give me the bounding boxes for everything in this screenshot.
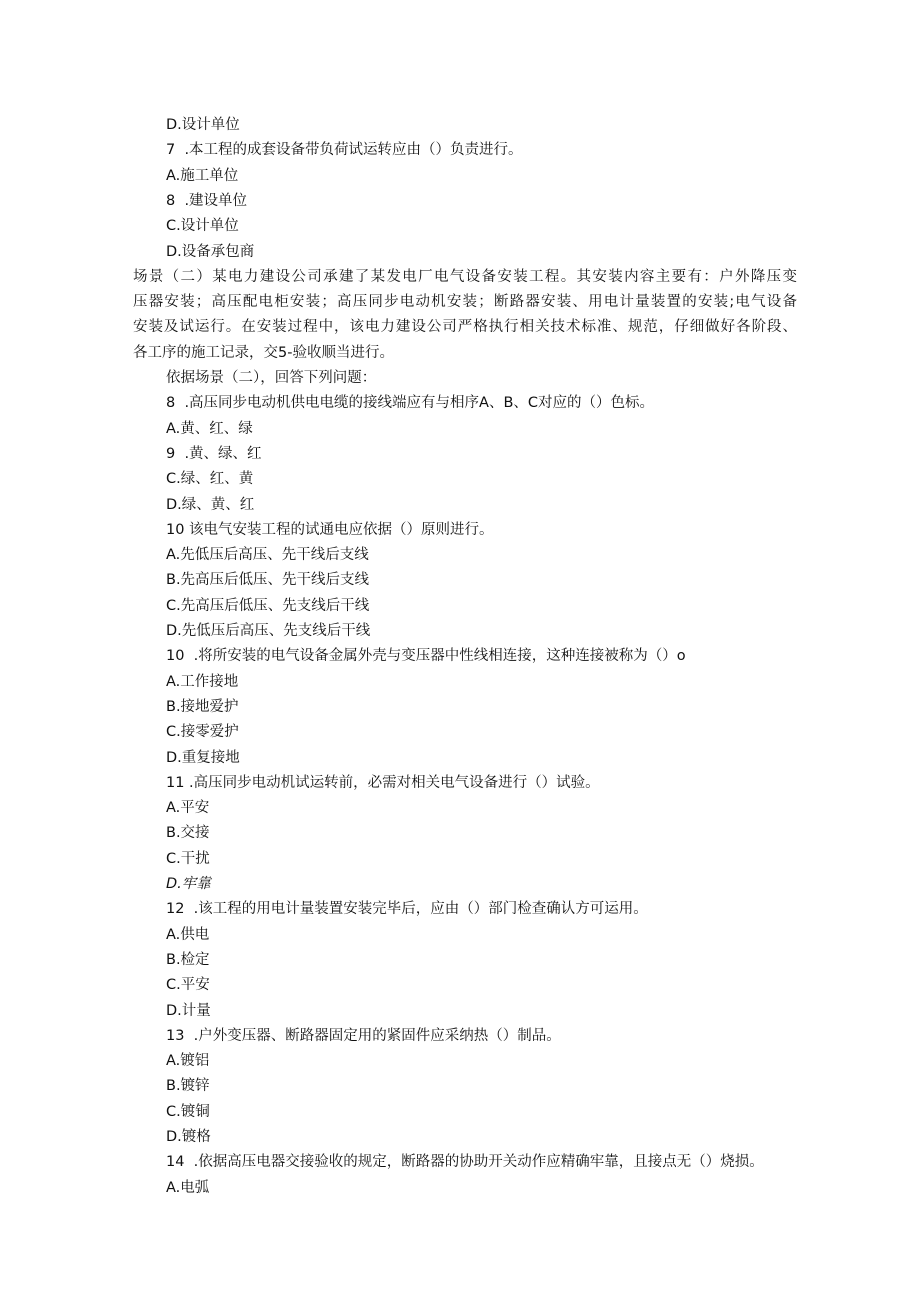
text-line: A.电弧 [166, 1179, 210, 1196]
paragraph-line: 场景（二）某电力建设公司承建了某发电厂电气设备安装工程。其安装内容主要有：户外降压变 [133, 268, 797, 285]
text-line: B.交接 [166, 825, 210, 842]
text-line: 8 .建设单位 [166, 192, 248, 209]
text-line: C.平安 [166, 977, 210, 994]
text-line: D.重复接地 [166, 749, 240, 766]
text-line: B.先高压后低压、先干线后支线 [166, 572, 370, 589]
text-line: 12 .该工程的用电计量装置安装完毕后，应由（）部门检查确认方可运用。 [166, 901, 648, 918]
text-line: 8 .高压同步电动机供电电缆的接线端应有与相序A、B、C对应的（）色标。 [166, 395, 655, 412]
text-line: C.镀铜 [166, 1103, 210, 1120]
paragraph-line: 压器安装；高压配电柜安装；高压同步电动机安装；断路器安装、用电计量装置的安装;电气设备 [133, 294, 797, 311]
text-line: C.接零爱护 [166, 724, 239, 741]
text-line: A.平安 [166, 800, 210, 817]
text-line: A.供电 [166, 926, 210, 943]
text-line: D.绿、黄、红 [166, 496, 255, 513]
text-line: 14 .依据高压电器交接验收的规定，断路器的协助开关动作应精确牢靠，且接点无（）烧损。 [166, 1154, 764, 1171]
text-line: D.设备承包商 [166, 243, 255, 260]
text-line: D.先低压后高压、先支线后干线 [166, 623, 371, 639]
text-line: 9 .黄、绿、红 [166, 445, 262, 462]
text-line: B.接地爱护 [166, 698, 239, 715]
text-line: D.设计单位 [166, 117, 240, 133]
text-line: D.镀格 [166, 1129, 211, 1145]
text-line: A.工作接地 [166, 673, 239, 690]
text-line: C.设计单位 [166, 218, 239, 235]
text-line: B.检定 [166, 951, 210, 968]
text-line: A.黄、红、绿 [166, 420, 253, 437]
text-line: 依据场景（二），回答下列问题： [166, 370, 377, 386]
text-line: A.镀铝 [166, 1053, 210, 1070]
text-line: 13 .户外变压器、断路器固定用的紧固件应采纳热（）制品。 [166, 1027, 561, 1044]
paragraph-line: 安装及试运行。在安装过程中，该电力建设公司严格执行相关技术标准、规范，仔细做好各阶段、 [133, 319, 797, 336]
text-line: C.绿、红、黄 [166, 471, 254, 488]
text-line: 10 该电气安装工程的试通电应依据（）原则进行。 [166, 521, 494, 538]
text-line: 10 .将所安装的电气设备金属外壳与变压器中性线相连接，这种连接被称为（）o [166, 648, 686, 665]
text-line: C.先高压后低压、先支线后干线 [166, 597, 370, 614]
text-line: A.施工单位 [166, 167, 239, 184]
text-line: D.计量 [166, 1002, 211, 1019]
paragraph-line: 各工序的施工记录，交5-验收顺当进行。 [133, 344, 394, 361]
text-line: 11 .高压同步电动机试运转前，必需对相关电气设备进行（）试验。 [166, 774, 600, 791]
text-line: B.镀锌 [166, 1078, 210, 1095]
text-line: C.干扰 [166, 850, 210, 867]
text-line: D.牢靠 [166, 876, 211, 892]
text-line: 7 .本工程的成套设备带负荷试运转应由（）负责进行。 [166, 142, 523, 159]
text-line: A.先低压后高压、先干线后支线 [166, 547, 369, 564]
